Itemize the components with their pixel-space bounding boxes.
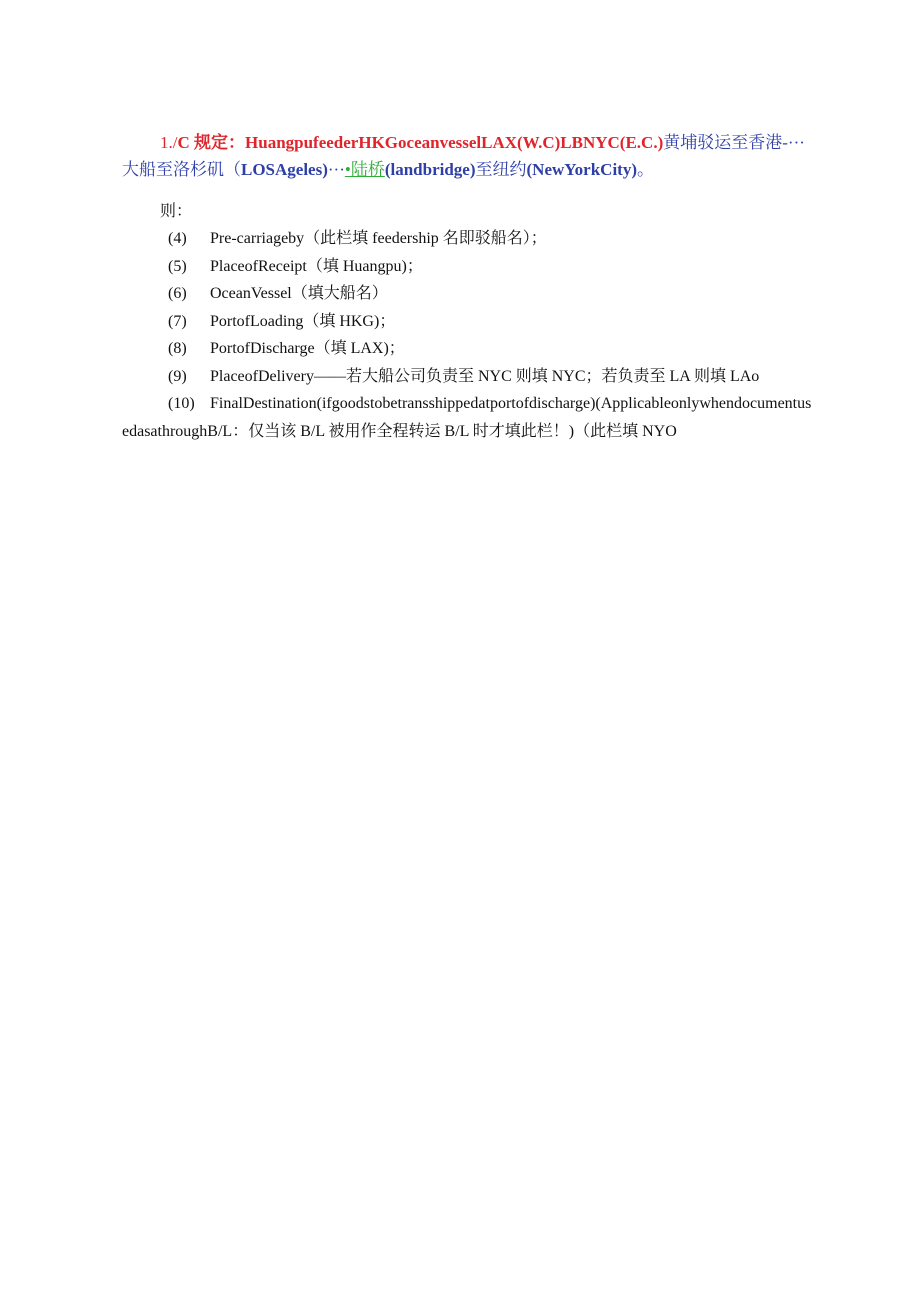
item-number: (7) [168, 312, 187, 330]
then-label: 则： [160, 203, 193, 220]
list-item [122, 390, 816, 445]
route-chinese: 黄埔驳运至香港-··· 大船至洛杉矶（ [122, 133, 805, 179]
list-item [122, 335, 816, 363]
item-text: PlaceofDelivery——若大船公司负责至 NYC 则填 NYC；若负责至 LA 则填 LAo [210, 367, 760, 385]
item-prefix: 1./ [160, 133, 178, 152]
item-number: (10) [168, 395, 195, 412]
list-item [122, 280, 816, 308]
list-item [122, 253, 816, 281]
item-text: PortofLoading（填 HKG)； [210, 312, 396, 330]
new-york-city: (NewYorkCity) [526, 160, 637, 179]
sentence-end: 。 [637, 160, 654, 179]
item-number: (4) [168, 230, 187, 247]
landbridge-en: (landbridge) [384, 160, 476, 179]
ellipsis: ··· [327, 160, 345, 179]
item-number: (5) [168, 257, 187, 275]
item-text: Pre-carriageby（此栏填 feedership 名即驳船名）； [210, 230, 547, 247]
lc-label: C 规定： [177, 133, 246, 152]
document-page [122, 129, 816, 445]
field-list [122, 225, 816, 445]
item-text: OceanVessel（填大船名） [210, 285, 388, 302]
list-item [122, 225, 816, 253]
item-number: (8) [168, 340, 187, 357]
item-number: (9) [168, 367, 187, 385]
route-english: HuangpufeederHKGoceanvesselLAX(W.C)LBNYC(E.C.) [245, 133, 664, 152]
list-item [122, 308, 816, 336]
list-item [122, 363, 816, 391]
item-number: (6) [168, 285, 187, 302]
los-angeles-text: LOSAgeles) [241, 160, 328, 179]
item-text: PortofDischarge（填 LAX)； [210, 340, 405, 357]
landbridge-cn-link[interactable]: •陆桥 [344, 160, 385, 179]
item-text: FinalDestination(ifgoodstobetransshippedatportofdischarge)(ApplicableonlywhendocumentusedasathroughB/L：仅当该 B/L 被用作全程转运 B/L 时才填此栏！)（此栏填 NYO [122, 395, 812, 440]
item-text: PlaceofReceipt（填 Huangpu)； [210, 257, 423, 275]
to-new-york: 至纽约 [475, 160, 527, 179]
lc-route-paragraph [122, 129, 816, 183]
